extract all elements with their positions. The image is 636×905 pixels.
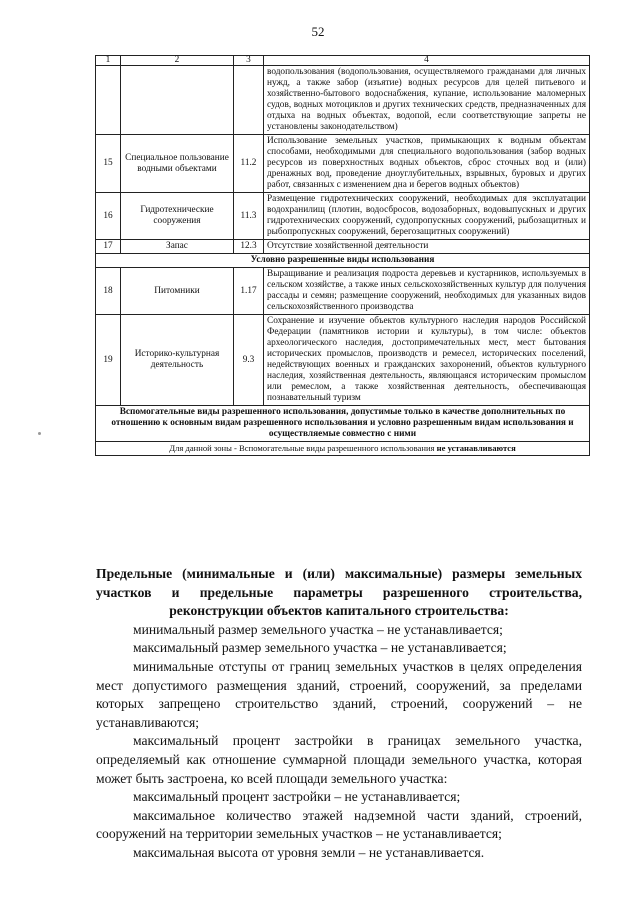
section-heading-conditional: Условно разрешенные виды использования: [96, 254, 590, 268]
row-number: 15: [96, 135, 121, 193]
row-number: 17: [96, 240, 121, 254]
auxiliary-footnote: [96, 442, 590, 456]
paragraph: максимальная высота от уровня земли – не устанавливается.: [133, 844, 485, 860]
table-row: [96, 240, 590, 254]
column-header: 2: [121, 56, 234, 66]
parameters-heading: Предельные (минимальные и (или) максимальные) размеры земельных участков и предельные параметры разрешенного строительства, реконструкции объектов капитального строительства:: [96, 566, 582, 619]
use-type-code: [234, 66, 264, 135]
use-type-code: 11.3: [234, 193, 264, 240]
section-row: [96, 254, 590, 268]
use-type-code: 11.2: [234, 135, 264, 193]
use-type-name: Питомники: [121, 268, 234, 315]
page-number: 52: [311, 24, 325, 39]
column-header: 4: [264, 56, 590, 66]
footnote-text: Для данной зоны - Вспомогательные виды разрешенного использования: [169, 443, 437, 453]
use-type-name: Специальное пользование водными объектами: [121, 135, 234, 193]
use-type-description: водопользования (водопользования, осуществляемого гражданами для личных нужд, а также забор (изъятие) водных ресурсов для целей питьевого и хозяйственно-бытового водоснабжения, купание, использование маломерных судов, водных мотоциклов и других технических средств, предназначенных для отдыха на водных объектах, водопой, если соответствующие запреты не установлены законодательством): [264, 66, 590, 135]
use-type-description: Использование земельных участков, примыкающих к водным объектам способами, необходимыми для специального водопользования (забор водных ресурсов из поверхностных водных объектов, сброс сточных вод и (или) дренажных вод, проведение дноуглубительных, взрывных, буровых и других работ, связанных с изменением дна и берегов водных объектов): [264, 135, 590, 193]
parameters-section: [96, 565, 582, 863]
table-row: [96, 193, 590, 240]
paragraph: максимальный процент застройки в границах земельного участка, определяемый как отношение суммарной площади земельного участка, которая может быть застроена, ко всей площади земельного участка:: [96, 733, 582, 786]
table-header-row: [96, 56, 590, 66]
column-header: 3: [234, 56, 264, 66]
use-type-description: Отсутствие хозяйственной деятельности: [264, 240, 590, 254]
column-header: 1: [96, 56, 121, 66]
use-type-name: Историко-культурная деятельность: [121, 315, 234, 406]
footnote-row: [96, 442, 590, 456]
table-row: [96, 135, 590, 193]
row-number: [96, 66, 121, 135]
paragraph: минимальный размер земельного участка – не устанавливается;: [133, 621, 503, 637]
paragraph: максимальный процент застройки – не устанавливается;: [133, 789, 461, 805]
use-type-name: Гидротехнические сооружения: [121, 193, 234, 240]
use-type-name: Запас: [121, 240, 234, 254]
table-row: [96, 315, 590, 406]
section-heading-auxiliary: Вспомогательные виды разрешенного использования, допустимые только в качестве дополнительных по отношению к основным видам разрешенного использования и условно разрешенным видам использования и осуществляемые совместно с ними: [96, 406, 590, 442]
row-number: 16: [96, 193, 121, 240]
section-row: [96, 406, 590, 442]
land-use-table: [95, 55, 590, 456]
use-type-description: Выращивание и реализация подроста деревьев и кустарников, используемых в сельском хозяйстве, а также иных сельскохозяйственных культур для получения рассады и семян; размещение сооружений, необходимых для указанных видов сельскохозяйственного производства: [264, 268, 590, 315]
use-type-description: Сохранение и изучение объектов культурного наследия народов Российской Федерации (памятников истории и культуры), в том числе: объектов археологического наследия, достопримечательных мест, мест бытования исторических промыслов, производств и ремесел, исторических поселений, недействующих военных и гражданских захоронений, объектов культурного наследия, хозяйственная деятельность, являющаяся историческим промыслом или ремеслом, а также хозяйственная деятельность, обеспечивающая познавательный туризм: [264, 315, 590, 406]
use-type-code: 12.3: [234, 240, 264, 254]
row-number: 19: [96, 315, 121, 406]
use-type-description: Размещение гидротехнических сооружений, необходимых для эксплуатации водохранилищ (плотин, водосбросов, водозаборных, водовыпускных и других гидротехнических сооружений, судопропускных сооружений, рыбозащитных и рыбопропускных сооружений, берегозащитных сооружений): [264, 193, 590, 240]
paragraph: минимальные отступы от границ земельных участков в целях определения мест допустимого размещения зданий, строений, сооружений, за пределами которых запрещено строительство зданий, строений, сооружений – не устанавливаются;: [96, 658, 582, 730]
use-type-code: 1.17: [234, 268, 264, 315]
use-type-code: 9.3: [234, 315, 264, 406]
table-row: [96, 66, 590, 135]
row-number: 18: [96, 268, 121, 315]
use-type-name: [121, 66, 234, 135]
footnote-emphasis: не устанавливаются: [436, 443, 516, 453]
paragraph: максимальный размер земельного участка – не устанавливается;: [133, 640, 507, 656]
table-row: [96, 268, 590, 315]
paragraph: максимальное количество этажей надземной части зданий, строений, сооружений на территории земельных участков – не устанавливается;: [96, 807, 582, 842]
scan-speck: [38, 432, 41, 435]
